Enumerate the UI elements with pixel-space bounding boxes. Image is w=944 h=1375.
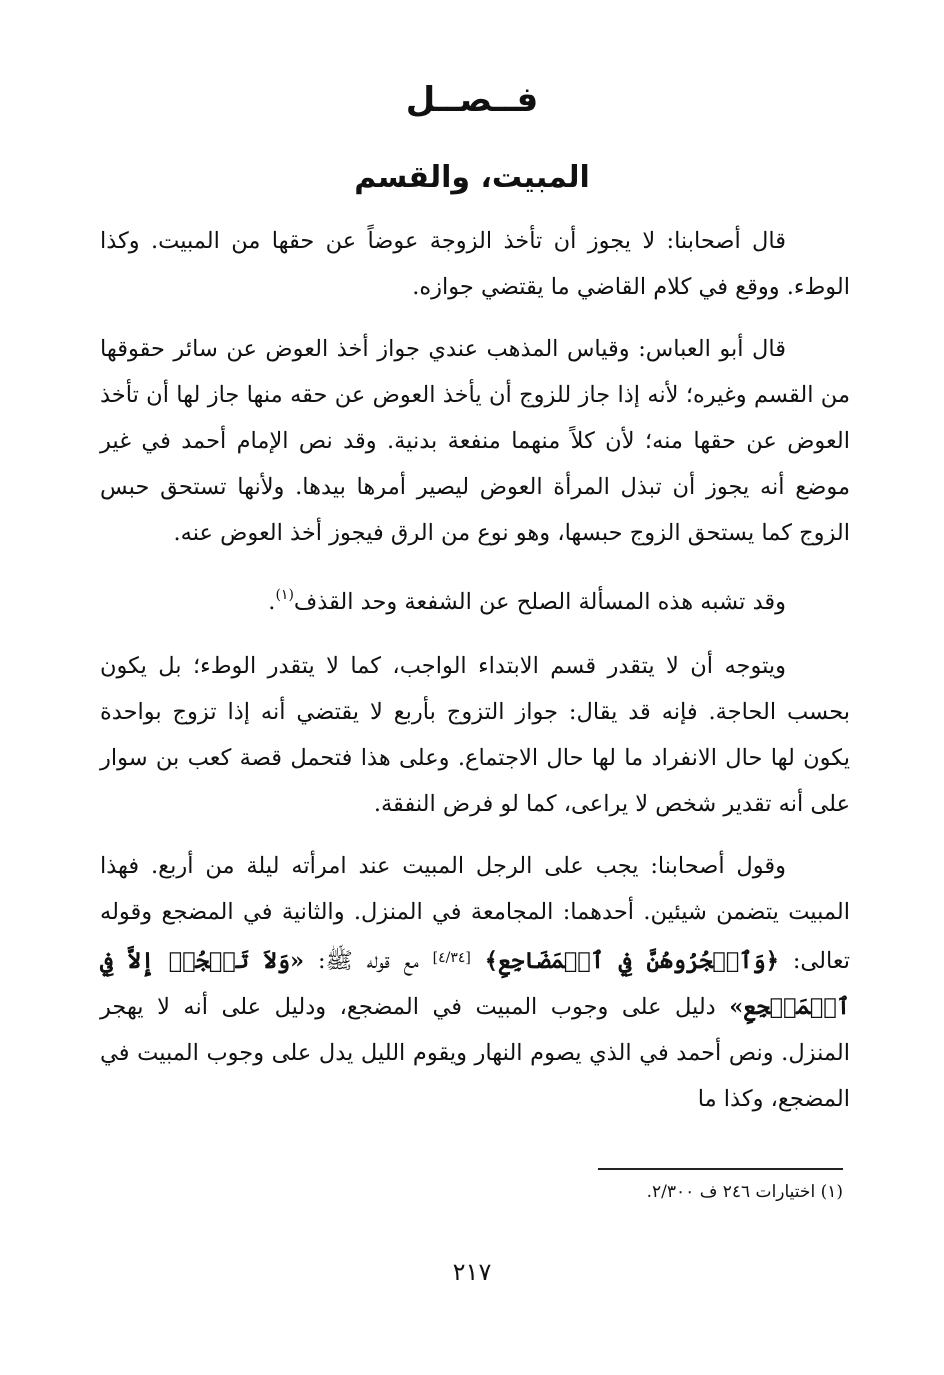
hadith-quote: «وَلاَ تَهۡجُرۡ إِلاَّ فِي ٱلۡمَضۡجِعِ»	[100, 948, 851, 1020]
section-heading-text: فــصــل	[405, 80, 539, 120]
paragraph-2: قال أبو العباس: وقياس المذهب عندي جواز أخذ العوض عن سائر حقوقها من القسم وغيره؛ لأنه إذا جاز للزوج أن يأخذ العوض عن حقه منها جاز لها أن تأخذ العوض عن حقها منه؛ لأن كلاً منهما منفعة بدنية. وقد نص الإمام أحمد في غير موضع أنه يجوز أن تبذل المرأة العوض ليصير أمرها بيدها. ولأنها تستحق حبس الزوج كما يستحق الزوج حبسها، وهو نوع من الرق فيجوز أخذ العوض عنه.	[100, 336, 850, 546]
footnote-divider	[598, 1168, 843, 1170]
footnote-marker: (١)	[275, 587, 294, 603]
body-text	[100, 218, 850, 1138]
paragraph-5-part2: مع قوله ﷺ:	[318, 948, 419, 974]
paragraph-3-end: .	[268, 589, 276, 615]
paragraph-4: ويتوجه أن لا يتقدر قسم الابتداء الواجب، كما لا يتقدر الوطء؛ بل يكون بحسب الحاجة. فإنه قد يقال: جواز التزوج بأربع لا يقتضي أنه إذا تزوج بواحدة يكون لها حال الانفراد ما لها حال الاجتماع. وعلى هذا فتحمل قصة كعب بن سوار على أنه تقدير شخص لا يراعى، كما لو فرض النفقة.	[100, 653, 850, 817]
verse-reference: [٤/٣٤]	[432, 950, 471, 966]
paragraph-3-text: وقد تشبه هذه المسألة الصلح عن الشفعة وحد القذف	[293, 589, 786, 615]
paragraph-1: قال أصحابنا: لا يجوز أن تأخذ الزوجة عوضاً عن حقها من المبيت. وكذا الوطء. ووقع في كلام القاضي ما يقتضي جوازه.	[100, 228, 850, 300]
paragraph-3	[100, 572, 850, 625]
page-number: ٢١٧	[452, 1258, 492, 1286]
paragraph-5	[100, 843, 850, 1122]
footnote: (١) اختيارات ٢٤٦ ف ٢/٣٠٠.	[646, 1182, 843, 1202]
quran-verse: ﴿وَٱهۡجُرُوهُنَّ فِي ٱلۡمَضَاجِعِ﴾	[484, 948, 779, 974]
paragraph-5-part1: وقول أصحابنا: يجب على الرجل المبيت عند امرأته ليلة من أربع. فهذا المبيت يتضمن شيئين. أحدهما: المجامعة في المنزل. والثانية في المضجع وقوله تعالى:	[100, 853, 850, 974]
section-heading	[0, 80, 944, 120]
paragraph-5-part3: دليل على وجوب المبيت في المضجع، ودليل على أنه لا يهجر المنزل. ونص أحمد في الذي يصوم النهار ويقوم الليل يدل على وجوب المبيت في المضجع، وكذا ما	[100, 994, 850, 1112]
chapter-title: المبيت، والقسم	[354, 160, 590, 195]
